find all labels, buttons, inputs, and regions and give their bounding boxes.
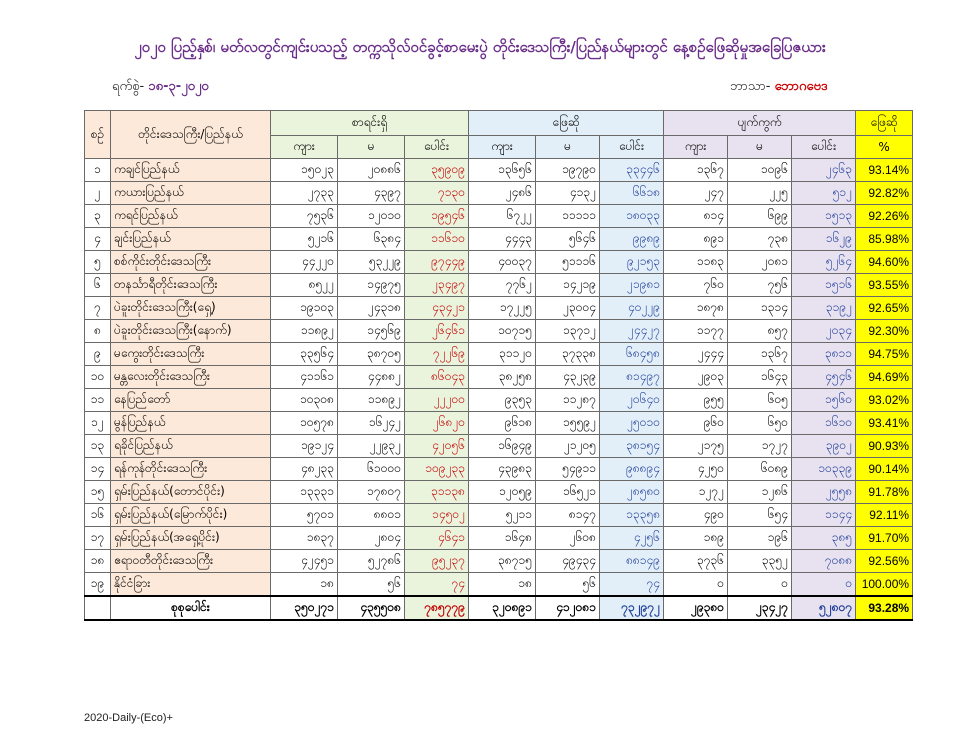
total-e-t: ၇၈၅၇၇၉: [405, 596, 469, 620]
cell-p-f: ၂၃၀၀၄: [536, 297, 600, 320]
cell-f-m: ၄၂၅၀: [664, 458, 728, 481]
header-fail-total: ပေါင်း: [792, 136, 856, 159]
cell-e-m: ၁၈၃၇: [271, 527, 338, 550]
total-p-t: ၇၃၂၉၇၂: [600, 596, 664, 620]
table-row: [85, 527, 913, 550]
cell-f-m: ၂၉၀၃: [664, 366, 728, 389]
table-row: [85, 205, 913, 228]
cell-p-m: ၆၇၂၂: [469, 205, 536, 228]
cell-e-m: ၁၉၁၂၄: [271, 435, 338, 458]
cell-f-m: ၂၁၇၅: [664, 435, 728, 458]
cell-e-t: ၂၆၈၂၀: [405, 412, 469, 435]
cell-region: ရခိုင်ပြည်နယ်: [111, 435, 271, 458]
cell-e-t: ၁၁၆၁၀: [405, 228, 469, 251]
cell-e-m: ၅၇၀၁: [271, 504, 338, 527]
cell-p-f: ၅၄၉၁၁: [536, 458, 600, 481]
cell-p-t: ၂၄၄၂၇: [600, 320, 664, 343]
header-pass-total: ပေါင်း: [600, 136, 664, 159]
cell-p-m: ၁၇၂၂၅: [469, 297, 536, 320]
cell-region: ဧရာဝတီတိုင်းဒေသကြီး: [111, 550, 271, 573]
cell-p-t: ၈၁၄၉၇: [600, 366, 664, 389]
cell-f-f: ၆၀၈၉: [728, 458, 792, 481]
table-row: [85, 550, 913, 573]
cell-f-t: ၂၄၆၃: [792, 159, 856, 182]
cell-f-t: ၅၁၂: [792, 182, 856, 205]
cell-e-t: ၁၀၉၂၃၃: [405, 458, 469, 481]
cell-f-f: ၁၉၆: [728, 527, 792, 550]
subject-value: ဘောဂဗေဒ: [774, 79, 828, 94]
cell-f-f: ၆၅၀: [728, 412, 792, 435]
cell-e-m: ၁၃၃၃၁: [271, 481, 338, 504]
table-row: [85, 274, 913, 297]
total-f-t: ၅၂၈၀၇: [792, 596, 856, 620]
cell-e-f: ၅၃၂၂၉: [338, 251, 405, 274]
cell-no: ၁: [85, 159, 111, 182]
cell-no: ၁၈: [85, 550, 111, 573]
cell-p-m: ၄၃၉၈၃: [469, 458, 536, 481]
cell-p-f: ၄၁၃၂: [536, 182, 600, 205]
cell-pct: 94.75%: [856, 343, 913, 366]
cell-e-t: ၇၂၂၆၉: [405, 343, 469, 366]
cell-region: မကွေးတိုင်းဒေသကြီး: [111, 343, 271, 366]
cell-region: ပဲခူးတိုင်းဒေသကြီး(နောက်): [111, 320, 271, 343]
cell-pct: 92.65%: [856, 297, 913, 320]
cell-p-f: ၃၇၃၃၈: [536, 343, 600, 366]
cell-p-f: ၄၉၄၃၄: [536, 550, 600, 573]
total-e-m: ၃၅၀၂၇၁: [271, 596, 338, 620]
cell-p-m: ၁၀၇၁၅: [469, 320, 536, 343]
cell-no: ၁၀: [85, 366, 111, 389]
cell-p-m: ၄၀၀၃၇: [469, 251, 536, 274]
table-row: [85, 412, 913, 435]
cell-p-f: ၁၃၇၁၂: [536, 320, 600, 343]
cell-e-m: ၄၂၄၅၁: [271, 550, 338, 573]
cell-p-f: ၁၉၇၉၀: [536, 159, 600, 182]
header-exam-female: မ: [338, 136, 405, 159]
cell-f-m: ၁၈၇၈: [664, 297, 728, 320]
cell-f-m: ၇၆၀: [664, 274, 728, 297]
cell-e-f: ၆၃၈၄: [338, 228, 405, 251]
cell-p-t: ၉၉၈၉: [600, 228, 664, 251]
cell-no: ၁၅: [85, 481, 111, 504]
cell-f-f: ၃၃၅၂: [728, 550, 792, 573]
cell-e-m: ၁၉၁၀၃: [271, 297, 338, 320]
cell-pct: 92.30%: [856, 320, 913, 343]
cell-e-f: ၂၂၉၃၂: [338, 435, 405, 458]
header-pct: ဖြေဆို: [856, 111, 913, 136]
cell-f-f: ၇၃၈: [728, 228, 792, 251]
cell-e-f: ၅၆: [338, 573, 405, 597]
cell-f-f: ၂၀၈၁: [728, 251, 792, 274]
cell-pct: 92.82%: [856, 182, 913, 205]
cell-region: ရန်ကုန်တိုင်းဒေသကြီး: [111, 458, 271, 481]
cell-f-t: ၃၈၅: [792, 527, 856, 550]
subject-line: [730, 78, 828, 97]
cell-f-f: ၁၃၆၇: [728, 343, 792, 366]
cell-p-t: ၉၂၁၅၃: [600, 251, 664, 274]
total-f-f: ၂၃၄၂၇: [728, 596, 792, 620]
cell-region: ကရင်ပြည်နယ်: [111, 205, 271, 228]
cell-region: ပဲခူးတိုင်းဒေသကြီး(ရှေ့): [111, 297, 271, 320]
cell-p-f: ၁၁၂၈၇: [536, 389, 600, 412]
cell-f-m: ၁၁၇၇: [664, 320, 728, 343]
cell-f-f: ၆၉၉: [728, 205, 792, 228]
cell-f-m: ၂၄၄၄: [664, 343, 728, 366]
cell-f-m: ၈၉၁: [664, 228, 728, 251]
cell-region: နိုင်ငံခြား: [111, 573, 271, 597]
cell-e-t: ၃၁၁၃၈: [405, 481, 469, 504]
header-no: စဉ်: [85, 111, 111, 159]
cell-f-t: ၇၀၈၈: [792, 550, 856, 573]
cell-e-f: ၄၄၈၈၂: [338, 366, 405, 389]
cell-f-f: ၁၆၄၃: [728, 366, 792, 389]
cell-f-t: ၁၆၁၀: [792, 412, 856, 435]
cell-f-f: ၆၀၅: [728, 389, 792, 412]
table-row: [85, 228, 913, 251]
cell-pct: 92.56%: [856, 550, 913, 573]
cell-pct: 94.69%: [856, 366, 913, 389]
table-body: [85, 159, 913, 621]
cell-p-m: ၅၂၁၁: [469, 504, 536, 527]
cell-p-t: ၂၀၆၄၀: [600, 389, 664, 412]
cell-p-m: ၃၈၂၅၈: [469, 366, 536, 389]
cell-f-t: ၁၆၂၉: [792, 228, 856, 251]
cell-p-t: ၆၈၄၅၈: [600, 343, 664, 366]
cell-region: နေပြည်တော်: [111, 389, 271, 412]
cell-e-t: ၇၄: [405, 573, 469, 597]
cell-f-f: ၁၀၉၆: [728, 159, 792, 182]
cell-p-t: ၂၈၅၈၀: [600, 481, 664, 504]
cell-e-f: ၁၁၈၉၂: [338, 389, 405, 412]
header-pass: ဖြေဆို: [469, 111, 664, 136]
table-row: [85, 320, 913, 343]
table-row: [85, 343, 913, 366]
cell-region: ရှမ်းပြည်နယ်(တောင်ပိုင်း): [111, 481, 271, 504]
cell-e-t: ၈၆၀၄၃: [405, 366, 469, 389]
cell-p-m: ၁၈: [469, 573, 536, 597]
cell-p-f: ၂၁၂၀၅: [536, 435, 600, 458]
header-pass-male: ကျား: [469, 136, 536, 159]
header-exam-male: ကျား: [271, 136, 338, 159]
cell-p-t: ၃၃၄၄၆: [600, 159, 664, 182]
cell-pct: 90.93%: [856, 435, 913, 458]
cell-no: ၁၁: [85, 389, 111, 412]
header-region: တိုင်းဒေသကြီး/ပြည်နယ်: [111, 111, 271, 159]
table-row: [85, 504, 913, 527]
header-fail: ပျက်ကွက်: [664, 111, 856, 136]
cell-f-t: ၃၉၀၂: [792, 435, 856, 458]
cell-no: ၁၃: [85, 435, 111, 458]
cell-e-f: ၂၀၈၈၆: [338, 159, 405, 182]
cell-p-f: ၂၆၀၈: [536, 527, 600, 550]
cell-e-t: ၉၇၄၄၉: [405, 251, 469, 274]
cell-p-m: ၉၃၅၃: [469, 389, 536, 412]
cell-e-m: ၈၅၂၂: [271, 274, 338, 297]
cell-e-f: ၁၆၂၄၂: [338, 412, 405, 435]
cell-p-f: ၄၃၂၃၉: [536, 366, 600, 389]
cell-e-m: ၄၈၂၃၃: [271, 458, 338, 481]
cell-no: ၄: [85, 228, 111, 251]
cell-f-m: ၁၈၉: [664, 527, 728, 550]
cell-e-m: ၁၁၈၉၂: [271, 320, 338, 343]
cell-p-t: ၁၃၃၅၈: [600, 504, 664, 527]
cell-pct: 91.70%: [856, 527, 913, 550]
cell-e-m: ၃၃၅၆၄: [271, 343, 338, 366]
cell-f-t: ၂၀၃၄: [792, 320, 856, 343]
cell-pct: 90.14%: [856, 458, 913, 481]
cell-e-t: ၁၉၅၄၆: [405, 205, 469, 228]
cell-e-f: ၂၄၃၁၈: [338, 297, 405, 320]
cell-f-f: ၆၅၄: [728, 504, 792, 527]
cell-no: ၁၄: [85, 458, 111, 481]
cell-e-f: ၃၈၇၀၅: [338, 343, 405, 366]
cell-region: မန္တလေးတိုင်းဒေသကြီး: [111, 366, 271, 389]
cell-p-t: ၉၈၈၉၄: [600, 458, 664, 481]
cell-f-m: ၃၇၃၆: [664, 550, 728, 573]
cell-e-f: ၄၃၉၇: [338, 182, 405, 205]
cell-e-f: ၈၈၀၁: [338, 504, 405, 527]
cell-e-m: ၁၀၅၇၈: [271, 412, 338, 435]
header-fail-male: ကျား: [664, 136, 728, 159]
cell-p-t: ၃၈၁၅၄: [600, 435, 664, 458]
subject-label: ဘာသာ-: [730, 79, 771, 94]
date-line: [112, 78, 209, 97]
cell-p-t: ၄၀၂၂၉: [600, 297, 664, 320]
cell-pct: 91.78%: [856, 481, 913, 504]
total-p-m: ၃၂၀၈၉၁: [469, 596, 536, 620]
cell-f-f: ၀: [728, 573, 792, 597]
cell-e-f: ၁၂၀၁၀: [338, 205, 405, 228]
cell-region: ကချင်ပြည်နယ်: [111, 159, 271, 182]
cell-no: ၁၂: [85, 412, 111, 435]
cell-no: ၃: [85, 205, 111, 228]
header-pass-female: မ: [536, 136, 600, 159]
cell-pct: 93.14%: [856, 159, 913, 182]
total-row: [85, 596, 913, 620]
cell-p-m: ၁၆၉၄၉: [469, 435, 536, 458]
cell-p-m: ၁၃၆၅၆: [469, 159, 536, 182]
cell-pct: 94.60%: [856, 251, 913, 274]
cell-f-m: ၂၄၇: [664, 182, 728, 205]
cell-p-m: ၄၄၄၃: [469, 228, 536, 251]
cell-f-t: ၁၅၆၀: [792, 389, 856, 412]
cell-p-t: ၂၁၉၈၁: [600, 274, 664, 297]
cell-e-t: ၄၆၄၁: [405, 527, 469, 550]
cell-p-m: ၃၁၁၂၀: [469, 343, 536, 366]
cell-no: ၅: [85, 251, 111, 274]
total-pct: 93.28%: [856, 596, 913, 620]
header-exam: စာရင်းရှိ: [271, 111, 469, 136]
cell-e-f: ၂၈၀၄: [338, 527, 405, 550]
cell-f-t: ၅၂၆၄: [792, 251, 856, 274]
cell-f-t: ၁၅၁၃: [792, 205, 856, 228]
cell-pct: 85.98%: [856, 228, 913, 251]
cell-f-m: ၄၉၀: [664, 504, 728, 527]
cell-no: ၁၉: [85, 573, 111, 597]
table-row: [85, 366, 913, 389]
cell-e-m: ၁၀၃၀၈: [271, 389, 338, 412]
footer-text: 2020-Daily-(Eco)+: [84, 712, 173, 724]
cell-no: ၁၇: [85, 527, 111, 550]
cell-f-t: ၃၁၉၂: [792, 297, 856, 320]
cell-pct: 93.55%: [856, 274, 913, 297]
cell-f-t: ၃၈၁၁: [792, 343, 856, 366]
cell-p-f: ၁၄၂၁၉: [536, 274, 600, 297]
cell-no: ၆: [85, 274, 111, 297]
cell-p-t: ၄၂၅၆: [600, 527, 664, 550]
table-row: [85, 251, 913, 274]
cell-e-t: ၉၅၂၃၇: [405, 550, 469, 573]
cell-f-t: ၁၀၃၃၉: [792, 458, 856, 481]
table-row: [85, 458, 913, 481]
cell-p-t: ၆၆၁၈: [600, 182, 664, 205]
cell-f-m: ၁၃၆၇: [664, 159, 728, 182]
cell-e-f: ၁၄၉၇၅: [338, 274, 405, 297]
date-label: ရက်စွဲ-: [112, 79, 145, 94]
cell-pct: 92.26%: [856, 205, 913, 228]
cell-f-f: ၇၅၆: [728, 274, 792, 297]
cell-f-m: ၁၁၈၃: [664, 251, 728, 274]
cell-f-m: ၈၁၄: [664, 205, 728, 228]
total-e-f: ၄၃၅၅၀၈: [338, 596, 405, 620]
cell-f-t: ၀: [792, 573, 856, 597]
total-f-m: ၂၉၃၈၀: [664, 596, 728, 620]
cell-f-f: ၁၃၁၄: [728, 297, 792, 320]
cell-no: ၉: [85, 343, 111, 366]
cell-e-t: ၂၆၄၆၁: [405, 320, 469, 343]
header-exam-total: ပေါင်း: [405, 136, 469, 159]
cell-region: ချင်းပြည်နယ်: [111, 228, 271, 251]
table-row: [85, 297, 913, 320]
cell-p-m: ၁၂၀၅၉: [469, 481, 536, 504]
cell-no: ၇: [85, 297, 111, 320]
cell-e-t: ၇၁၃၀: [405, 182, 469, 205]
cell-f-f: ၁၇၂၇: [728, 435, 792, 458]
cell-f-f: ၁၂၈၆: [728, 481, 792, 504]
cell-p-t: ၁၈၀၃၃: [600, 205, 664, 228]
table-row: [85, 481, 913, 504]
table-row: [85, 435, 913, 458]
table-row: [85, 182, 913, 205]
cell-e-t: ၁၄၅၀၂: [405, 504, 469, 527]
cell-p-t: ၇၄: [600, 573, 664, 597]
cell-e-t: ၄၃၄၂၁: [405, 297, 469, 320]
cell-region: စစ်ကိုင်းတိုင်းဒေသကြီး: [111, 251, 271, 274]
total-p-f: ၄၁၂၀၈၁: [536, 596, 600, 620]
cell-f-t: ၁၅၁၆: [792, 274, 856, 297]
cell-p-f: ၁၆၅၂၁: [536, 481, 600, 504]
cell-pct: 92.11%: [856, 504, 913, 527]
cell-p-m: ၇၇၆၂: [469, 274, 536, 297]
cell-no: ၁၆: [85, 504, 111, 527]
cell-f-t: ၂၅၅၈: [792, 481, 856, 504]
cell-region: ရှမ်းပြည်နယ်(မြောက်ပိုင်း): [111, 504, 271, 527]
cell-no: ၂: [85, 182, 111, 205]
cell-p-m: ၂၄၈၆: [469, 182, 536, 205]
cell-f-f: ၈၅၇: [728, 320, 792, 343]
cell-e-t: ၂၂၂၀၀: [405, 389, 469, 412]
cell-f-t: ၁၁၄၄: [792, 504, 856, 527]
cell-region: ရှမ်းပြည်နယ်(အရှေ့ပိုင်း): [111, 527, 271, 550]
cell-p-m: ၁၆၄၈: [469, 527, 536, 550]
cell-e-m: ၅၂၁၆: [271, 228, 338, 251]
cell-e-f: ၅၂၇၈၆: [338, 550, 405, 573]
cell-f-m: ၉၅၅: [664, 389, 728, 412]
cell-e-m: ၁၈: [271, 573, 338, 597]
cell-e-t: ၃၅၉၀၉: [405, 159, 469, 182]
table-row: [85, 389, 913, 412]
cell-f-m: ၉၆၀: [664, 412, 728, 435]
cell-f-m: ၀: [664, 573, 728, 597]
cell-e-m: ၂၇၃၃: [271, 182, 338, 205]
cell-p-t: ၈၈၁၄၉: [600, 550, 664, 573]
results-table: [84, 110, 913, 621]
total-label: စုစုပေါင်း: [111, 596, 271, 620]
cell-p-m: ၉၆၁၈: [469, 412, 536, 435]
cell-p-f: ၁၁၁၁၁: [536, 205, 600, 228]
cell-pct: 93.02%: [856, 389, 913, 412]
cell-p-f: ၁၅၅၉၂: [536, 412, 600, 435]
cell-no: ၈: [85, 320, 111, 343]
cell-pct: 93.41%: [856, 412, 913, 435]
cell-f-t: ၄၅၄၆: [792, 366, 856, 389]
header-pct-sign: %: [856, 136, 913, 159]
cell-e-m: ၁၅၀၂၃: [271, 159, 338, 182]
cell-e-m: ၄၁၁၆၁: [271, 366, 338, 389]
table-row: [85, 159, 913, 182]
page-title: ၂၀၂၀ ပြည့်နှစ်၊ မတ်လတွင်ကျင်းပသည့် တက္ကသိုလ်ဝင်ခွင့်စာမေးပွဲ တိုင်းဒေသကြီး/ပြည်နယ်များတွင် နေ့စဉ်ဖြေဆိုမှုအခြေပြဇယား: [134, 38, 826, 56]
cell-p-f: ၅၁၁၁၆: [536, 251, 600, 274]
cell-p-f: ၅၆: [536, 573, 600, 597]
cell-p-f: ၅၆၄၆: [536, 228, 600, 251]
cell-e-f: ၁၄၅၆၉: [338, 320, 405, 343]
table-row: [85, 573, 913, 597]
cell-e-t: ၂၃၄၉၇: [405, 274, 469, 297]
cell-e-m: ၇၅၃၆: [271, 205, 338, 228]
date-value: ၁၈-၃-၂၀၂၀: [148, 79, 209, 94]
cell-p-f: ၈၁၄၇: [536, 504, 600, 527]
total-blank-cell: [85, 596, 111, 620]
cell-e-m: ၄၄၂၂၀: [271, 251, 338, 274]
cell-region: မွန်ပြည်နယ်: [111, 412, 271, 435]
cell-e-f: ၆၁၀၀၀: [338, 458, 405, 481]
cell-region: ကယားပြည်နယ်: [111, 182, 271, 205]
cell-e-f: ၁၇၈၀၇: [338, 481, 405, 504]
cell-pct: 100.00%: [856, 573, 913, 597]
cell-f-f: ၂၂၅: [728, 182, 792, 205]
cell-p-t: ၂၅၀၁၀: [600, 412, 664, 435]
cell-e-t: ၄၂၀၅၆: [405, 435, 469, 458]
cell-region: တနင်္သာရီတိုင်းဒေသကြီး: [111, 274, 271, 297]
cell-f-m: ၁၂၇၂: [664, 481, 728, 504]
cell-p-m: ၃၈၇၁၅: [469, 550, 536, 573]
header-fail-female: မ: [728, 136, 792, 159]
